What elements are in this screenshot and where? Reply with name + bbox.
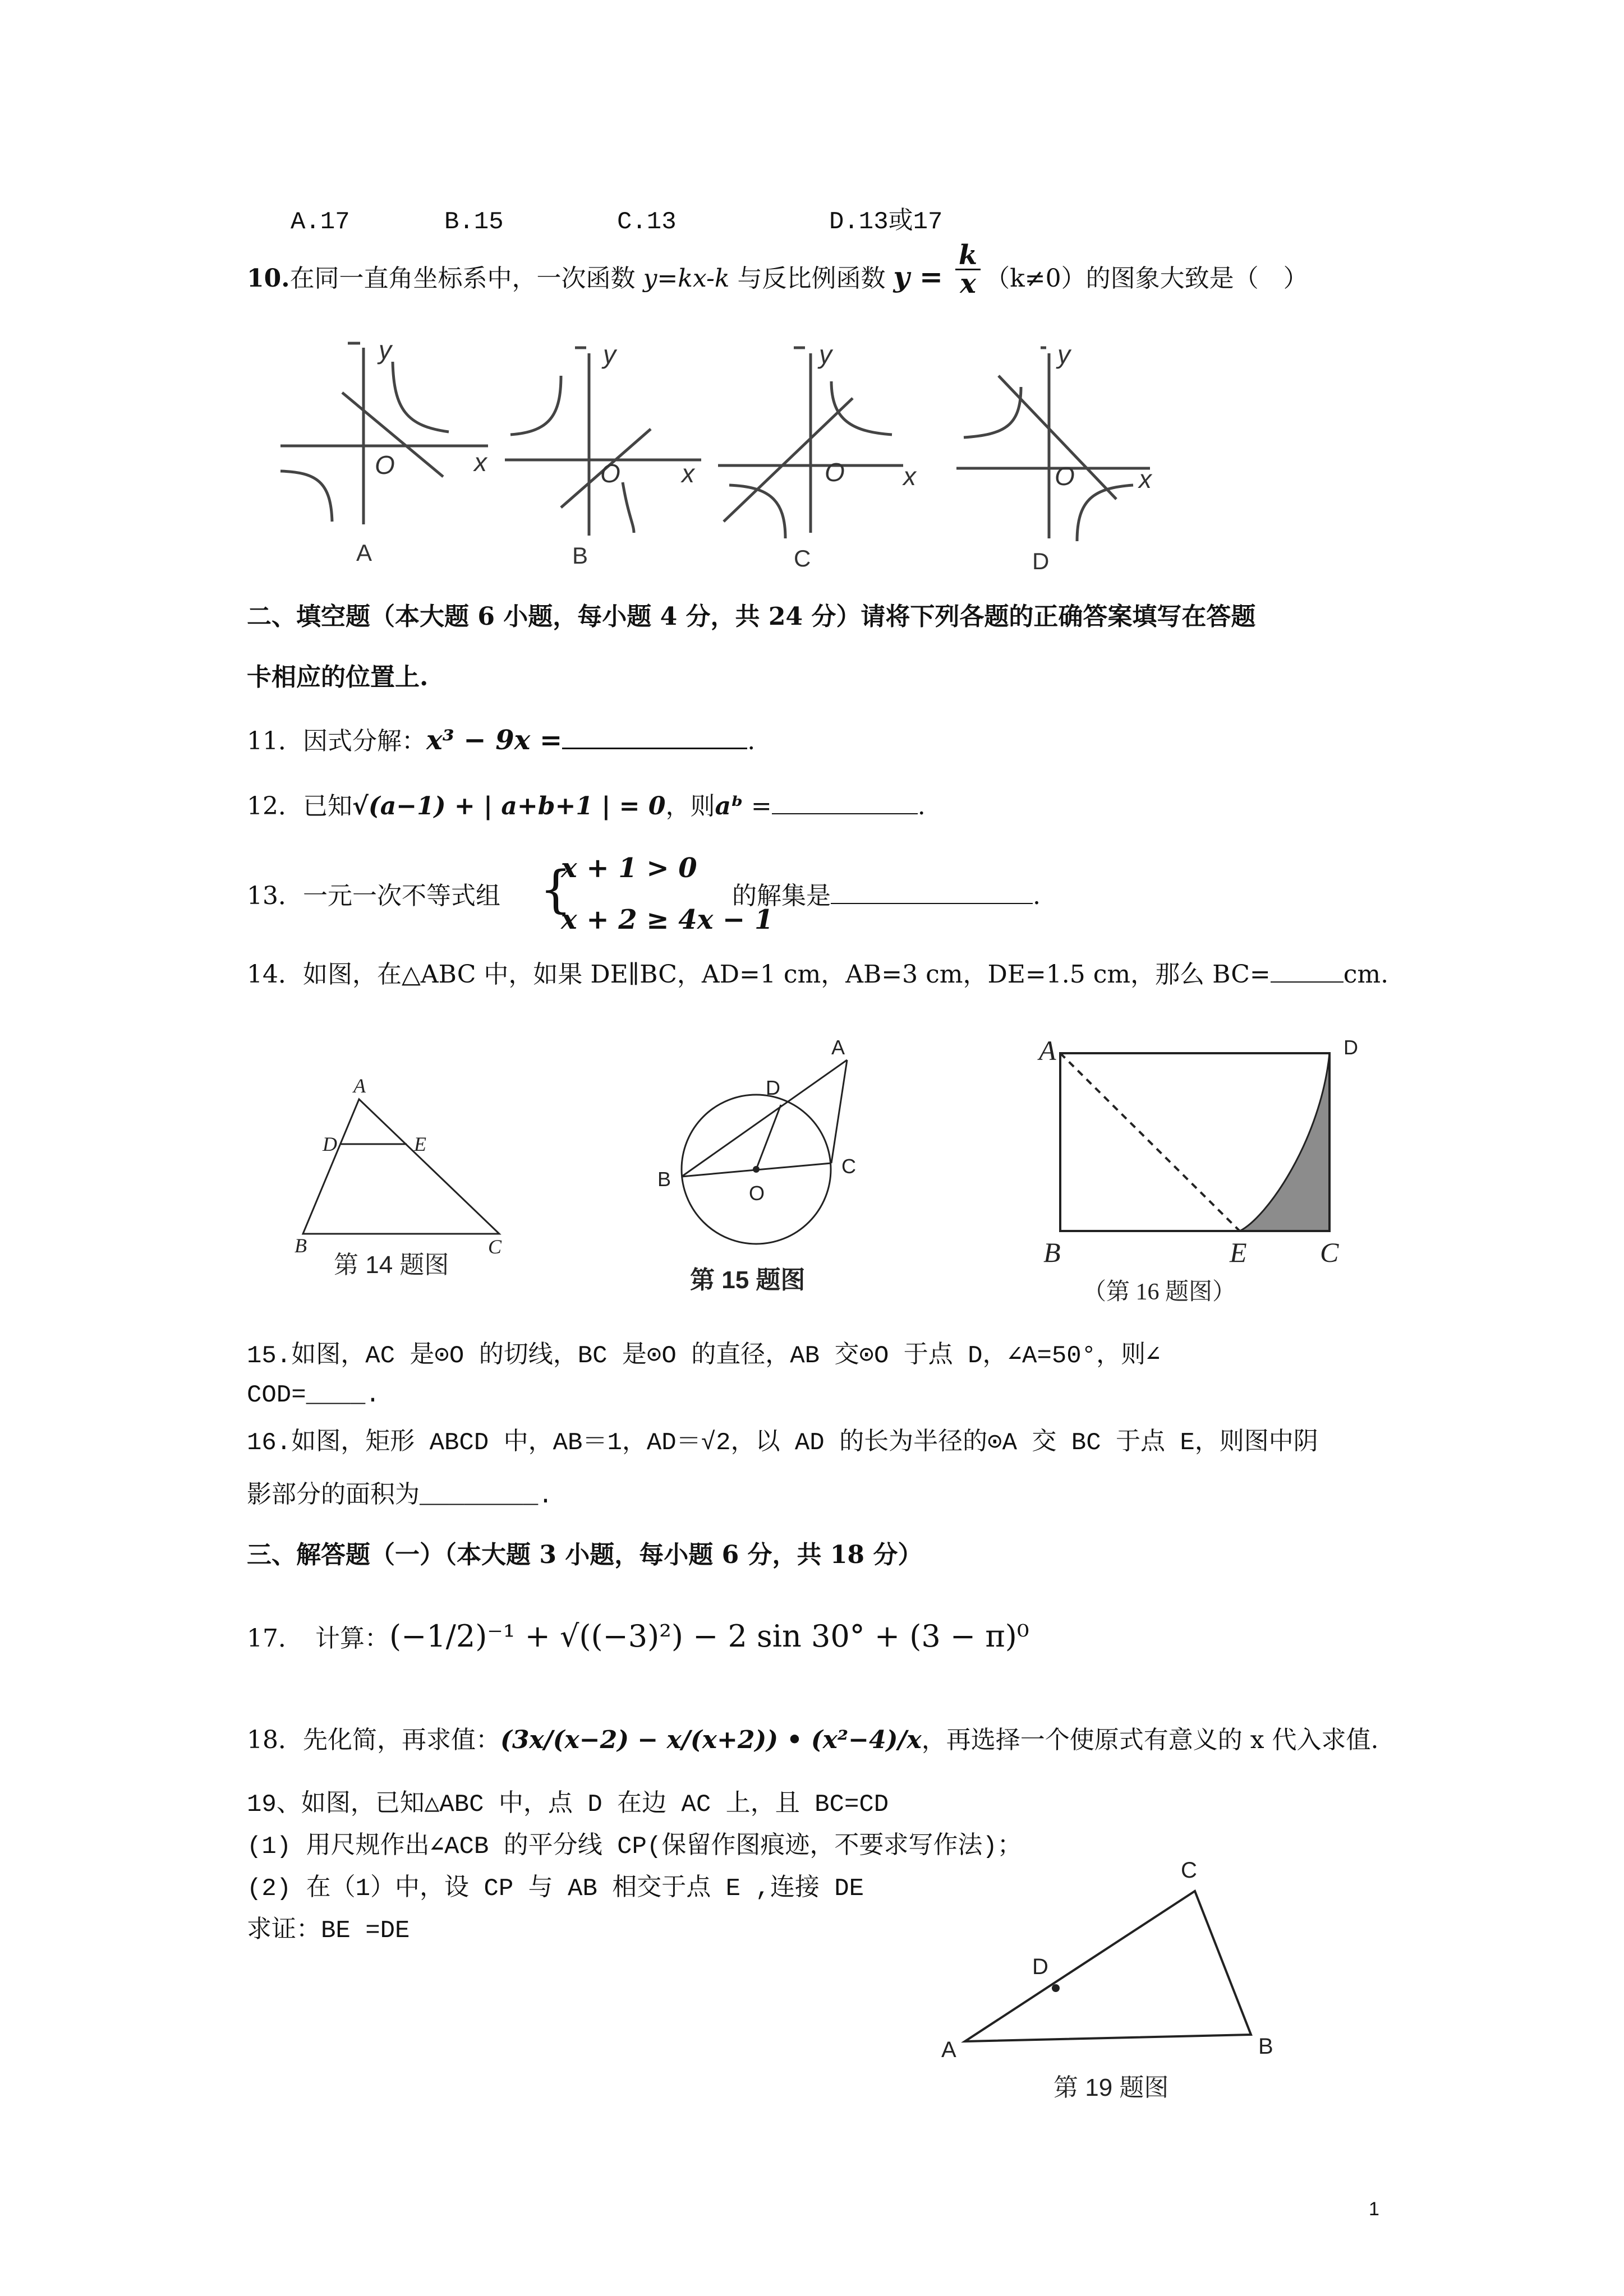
graph-c-x-label: x (903, 462, 916, 491)
graph-a-hyperbola-1 (393, 362, 449, 432)
fig16-label-b: B (1043, 1237, 1061, 1268)
q13-ineq2: x + 2 ≥ 4x − 1 (561, 904, 774, 935)
q13-tail-text: 的解集是 (732, 882, 831, 910)
fig15-label-c: C (841, 1155, 856, 1178)
q13-tail (732, 880, 1041, 912)
q15-line2: COD=____. (247, 1381, 380, 1409)
fig16-radius-ae (1060, 1053, 1240, 1231)
fig16-label-d: D (1344, 1036, 1358, 1059)
figure-15 (656, 1026, 903, 1307)
graph-a-caption: A (356, 540, 372, 566)
q10-cond: （k≠0）的图象大致是（ ） (985, 264, 1308, 293)
q13-ineq1: x + 1 > 0 (561, 852, 697, 884)
graph-a-x-label: x (474, 448, 487, 477)
q9-option-b: B.15 (444, 208, 504, 236)
fig19-label-a: A (941, 2037, 956, 2062)
q12-expr: √(a−1) + | a+b+1 | = 0 (352, 792, 666, 820)
q10-fraction (955, 239, 981, 299)
q9-option-c: C.13 (617, 208, 677, 236)
graph-b-caption: B (572, 542, 588, 569)
fig14-label-c: C (488, 1235, 502, 1258)
q10-graphs (264, 331, 1172, 578)
q11 (247, 725, 755, 757)
q10-stem (247, 239, 1308, 299)
q18 (247, 1725, 1379, 1756)
graph-c-caption: C (794, 545, 811, 571)
q10-fraction-num: k (955, 242, 981, 270)
fig16-caption: （第 16 题图） (1083, 1279, 1236, 1305)
graph-a-hyperbola-2 (280, 471, 332, 522)
q14-answer-blank (1271, 959, 1344, 983)
q12-mid: ，则 (665, 792, 715, 820)
q10-fn2-lhs: y = (893, 260, 943, 293)
q14-tail: cm. (1343, 960, 1389, 989)
graph-c-origin: O (825, 458, 845, 487)
q17 (247, 1621, 1029, 1654)
q9-option-d: D.13或17 (829, 208, 943, 236)
section3-heading: 三、解答题（一）（本大题 3 小题，每小题 6 分，共 18 分） (247, 1541, 923, 1569)
graph-c-hyperbola-2 (729, 485, 785, 538)
q19-line1: 19、如图，已知△ABC 中，点 D 在边 AC 上，且 BC=CD (247, 1791, 889, 1819)
q16-line1: 16.如图，矩形 ABCD 中，AB＝1，AD＝√2，以 AD 的长为半径的⊙A 交 BC 于点 E，则图中阴 (247, 1429, 1318, 1457)
q14 (247, 959, 1388, 990)
fig16-label-e: E (1230, 1237, 1247, 1268)
fig15-caption: 第 15 题图 (690, 1266, 806, 1294)
q10-fraction-den: x (960, 268, 976, 299)
q11-expr: x³ − 9x = (426, 725, 563, 756)
fig15-label-d: D (766, 1076, 780, 1099)
q12 (247, 791, 926, 822)
q16-line2: 影部分的面积为________. (247, 1482, 553, 1510)
graph-a (280, 343, 488, 524)
section2-heading-line1: 二、填空题（本大题 6 小题，每小题 4 分，共 24 分）请将下列各题的正确答案填写在答题 (247, 602, 1256, 631)
q19-line3: (2) 在（1）中，设 CP 与 AB 相交于点 E ,连接 DE (247, 1875, 864, 1903)
q12-eq: = (743, 792, 772, 820)
q13-end: . (1033, 882, 1041, 910)
q12-label: 12．已知 (247, 792, 352, 820)
graph-b-x-label: x (682, 459, 694, 488)
graph-b-origin: O (600, 459, 620, 488)
q11-answer-blank (562, 725, 747, 749)
graph-d (956, 348, 1150, 541)
figure-16 (1032, 1021, 1380, 1324)
page-number: 1 (1369, 2198, 1379, 2220)
fig16-label-c: C (1320, 1237, 1339, 1268)
fig19-triangle (965, 1891, 1251, 2041)
q11-label: 11．因式分解： (247, 727, 426, 755)
figure-14 (292, 1066, 527, 1290)
fig14-label-e: E (414, 1133, 426, 1155)
graph-d-hyperbola-2 (1077, 485, 1133, 541)
q14-text: 14．如图，在△ABC 中，如果 DE∥BC，AD=1 cm，AB=3 cm，DE=1.5 cm，那么 BC= (247, 960, 1271, 989)
q11-end: . (747, 727, 756, 755)
q10-number: 10. (247, 264, 290, 293)
q12-answer-blank (772, 791, 918, 814)
fig14-label-b: B (295, 1234, 307, 1257)
graph-b-hyperbola-1 (510, 376, 561, 435)
fig16-shaded-region (1240, 1053, 1329, 1231)
fig14-label-d: D (323, 1133, 337, 1155)
fig15-label-a: A (831, 1036, 845, 1059)
figure-19 (931, 1845, 1290, 2103)
q12-end: . (917, 792, 926, 820)
graph-a-y-label: y (379, 335, 392, 365)
q9-option-a: A.17 (291, 208, 350, 236)
graph-d-x-label: x (1139, 464, 1152, 494)
q10-mid: 与反比例函数 (729, 264, 894, 293)
q19-line4: 求证：BE =DE (247, 1917, 410, 1945)
section2-heading-line2: 卡相应的位置上. (247, 663, 429, 691)
graph-b-hyperbola-2 (623, 482, 634, 533)
fig15-tangent-ca (831, 1060, 847, 1163)
fig16-label-a: A (1039, 1035, 1056, 1066)
fig15-center-dot (753, 1166, 760, 1173)
fig19-caption: 第 19 题图 (1053, 2074, 1169, 2101)
graph-c-y-label: y (819, 340, 832, 369)
fig19-label-d: D (1032, 1954, 1048, 1979)
fig14-caption: 第 14 题图 (334, 1251, 449, 1279)
q19-line2: (1) 用尺规作出∠ACB 的平分线 CP(保留作图痕迹，不要求写作法)； (247, 1833, 1022, 1861)
graph-d-caption: D (1032, 548, 1050, 574)
q10-linear-fn: y=kx-k (643, 264, 730, 293)
fig15-label-o: O (749, 1182, 765, 1205)
q17-label: 17． 计算： (247, 1624, 389, 1653)
graph-b (505, 348, 701, 536)
fig14-label-a: A (353, 1075, 366, 1097)
q18-label: 18．先化简，再求值： (247, 1726, 500, 1754)
q18-tail: ，再选择一个使原式有意义的 x 代入求值. (921, 1726, 1379, 1754)
q13-label: 13．一元一次不等式组 (247, 882, 500, 910)
fig19-point-d (1052, 1984, 1060, 1992)
q10-pre: 在同一直角坐标系中，一次函数 (289, 264, 643, 293)
q17-expr: (−1/2)⁻¹ + √((−3)²) − 2 sin 30° + (3 − π)⁰ (389, 1619, 1029, 1654)
graph-c (718, 348, 903, 538)
q13-brace: { (540, 860, 572, 919)
q15-line1: 15.如图，AC 是⊙O 的切线，BC 是⊙O 的直径，AB 交⊙O 于点 D，∠A=50°，则∠ (247, 1342, 1161, 1370)
fig15-label-b: B (657, 1168, 671, 1191)
q12-power: aᵇ (715, 792, 743, 820)
fig19-label-c: C (1181, 1858, 1197, 1883)
fig14-triangle (303, 1099, 499, 1234)
fig15-line-ba (682, 1060, 847, 1177)
q18-expr: (3x/(x−2) − x/(x+2)) • (x²−4)/x (500, 1726, 922, 1754)
graph-b-y-label: y (603, 340, 616, 369)
graph-d-y-label: y (1057, 340, 1070, 369)
graph-d-origin: O (1055, 462, 1075, 491)
graph-d-hyperbola-1 (964, 387, 1021, 437)
q13-answer-blank (831, 880, 1033, 904)
fig19-label-b: B (1258, 2034, 1273, 2059)
graph-a-origin: O (375, 450, 395, 480)
